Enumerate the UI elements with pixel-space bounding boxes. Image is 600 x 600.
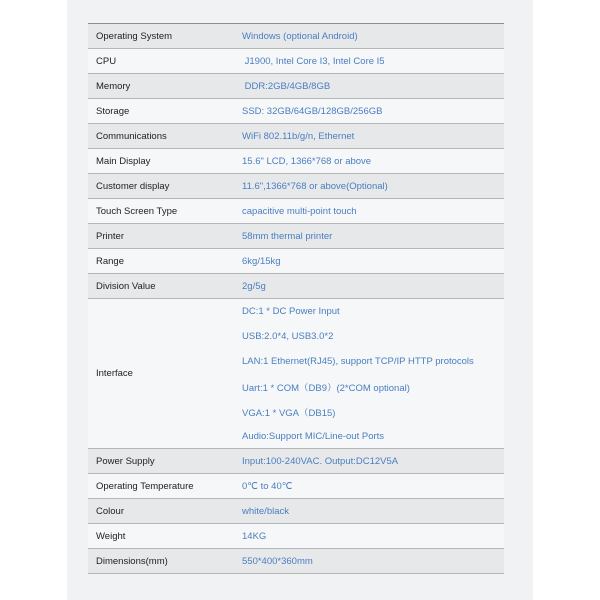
spec-label: Printer [96, 230, 124, 242]
spec-value: white/black [242, 506, 289, 517]
spec-value: 15.6" LCD, 1366*768 or above [242, 156, 372, 167]
spec-label: Interface [96, 368, 133, 379]
spec-value-line: Audio:Support MIC/Line-out Ports [242, 431, 385, 442]
spec-label: Operating System [96, 30, 173, 42]
spec-value-line: VGA:1 * VGA（DB15) [242, 407, 336, 419]
spec-row-communications [88, 124, 504, 149]
spec-value: 2g/5g [242, 281, 266, 292]
spec-row-operating-temperature [88, 474, 504, 499]
spec-label: Customer display [96, 180, 170, 192]
spec-row-customer-display [88, 174, 504, 199]
spec-value: WiFi 802.11b/g/n, Ethernet [242, 131, 355, 142]
spec-row-main-display [88, 149, 504, 174]
spec-value: 6kg/15kg [242, 256, 281, 267]
spec-row-touch-screen-type [88, 199, 504, 224]
spec-row-printer [88, 224, 504, 249]
spec-row-operating-system [88, 24, 504, 49]
spec-row-memory [88, 74, 504, 99]
spec-row-cpu [88, 49, 504, 74]
spec-row-power-supply [88, 449, 504, 474]
spec-value: 0℃ to 40℃ [242, 481, 293, 492]
spec-row-dimensions [88, 549, 504, 574]
spec-label: Main Display [96, 155, 151, 167]
spec-value-line: LAN:1 Ethernet(RJ45), support TCP/IP HTTP protocols [242, 356, 474, 367]
spec-row-weight [88, 524, 504, 549]
spec-value: DDR:2GB/4GB/8GB [242, 81, 331, 92]
spec-value-line: Uart:1 * COM（DB9）(2*COM optional) [242, 382, 410, 394]
spec-value: J1900, Intel Core I3, Intel Core I5 [242, 56, 385, 67]
spec-row-interface [88, 299, 504, 449]
spec-label: Colour [96, 505, 124, 517]
spec-row-range [88, 249, 504, 274]
spec-value: 550*400*360mm [242, 556, 313, 567]
spec-label: Weight [96, 530, 126, 542]
spec-table [88, 23, 504, 574]
spec-value-line: USB:2.0*4, USB3.0*2 [242, 331, 334, 342]
spec-value: 14KG [242, 531, 267, 542]
spec-row-storage [88, 99, 504, 124]
spec-label: Storage [96, 105, 130, 117]
spec-value: 58mm thermal printer [242, 231, 333, 242]
spec-value-list [242, 299, 502, 449]
spec-label: Memory [96, 80, 131, 92]
spec-value: Input:100-240VAC. Output:DC12V5A [242, 456, 399, 467]
spec-label: Touch Screen Type [96, 205, 178, 217]
spec-label: Range [96, 255, 124, 267]
spec-value: Windows (optional Android) [242, 31, 358, 42]
spec-row-division-value [88, 274, 504, 299]
spec-label: CPU [96, 55, 117, 67]
spec-label: Dimensions(mm) [96, 555, 168, 567]
spec-value-line: DC:1 * DC Power Input [242, 306, 340, 317]
spec-row-colour [88, 499, 504, 524]
spec-label: Operating Temperature [96, 480, 194, 492]
spec-value: capacitive multi-point touch [242, 206, 357, 217]
spec-label: Power Supply [96, 455, 155, 467]
spec-label: Division Value [96, 280, 156, 292]
spec-value: SSD: 32GB/64GB/128GB/256GB [242, 106, 383, 117]
spec-label: Communications [96, 130, 167, 142]
spec-value: 11.6",1366*768 or above(Optional) [242, 181, 388, 192]
